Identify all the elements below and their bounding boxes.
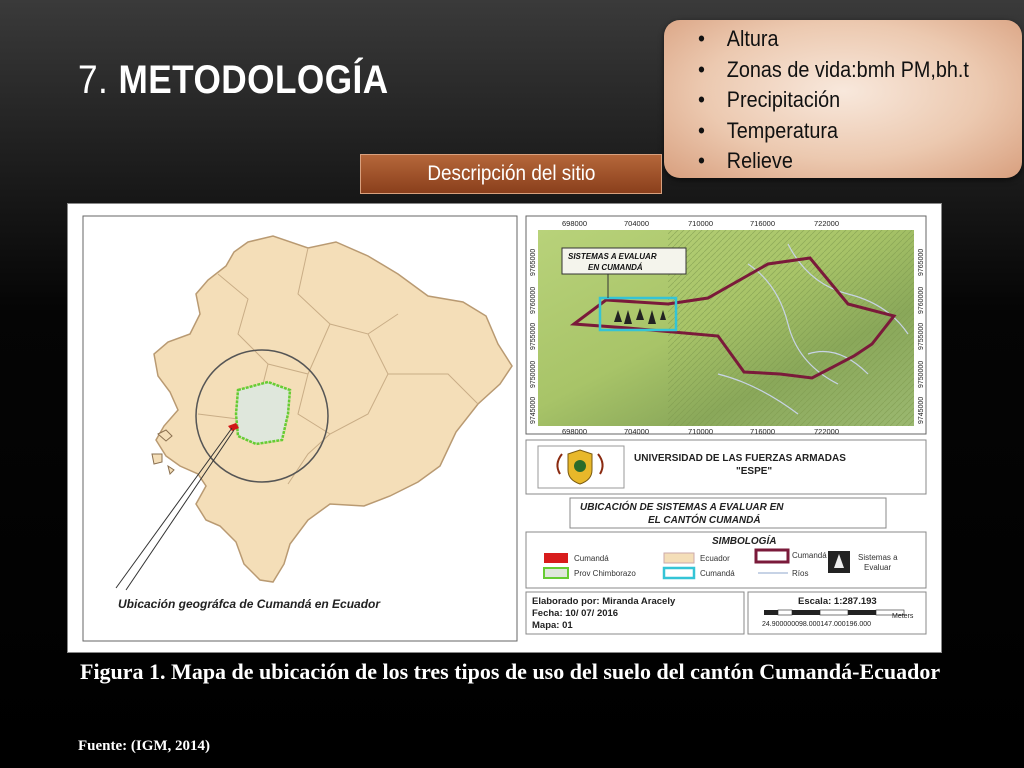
institution-line1: UNIVERSIDAD DE LAS FUERZAS ARMADAS	[634, 453, 846, 464]
legend-label: Ecuador	[700, 554, 730, 563]
x-tick: 716000	[750, 219, 776, 228]
title-word: METODOLOGÍA	[118, 58, 389, 102]
x-tick: 716000	[750, 427, 776, 436]
title-number: 7.	[78, 58, 109, 102]
legend-label: Evaluar	[864, 563, 892, 572]
map-title-line2: EL CANTÓN CUMANDÁ	[648, 515, 761, 526]
site-description-label: Descripción del sitio	[426, 162, 596, 185]
criteria-item: • Zonas de vida:bmh PM,bh.t	[698, 55, 990, 86]
y-tick: 9760000	[918, 286, 925, 314]
x-tick: 710000	[688, 219, 714, 228]
legend-swatch-chimborazo	[544, 568, 568, 578]
legend-swatch-ecuador	[664, 553, 694, 563]
criteria-item: • Precipitación	[698, 85, 990, 116]
y-tick: 9755000	[530, 322, 537, 350]
y-tick: 9755000	[918, 322, 925, 350]
y-tick: 9745000	[530, 396, 537, 424]
y-tick: 9765000	[530, 248, 537, 276]
inset-label-line1: SISTEMAS A EVALUAR	[568, 252, 657, 261]
criteria-list	[664, 20, 1022, 177]
left-caption: Ubicación geográfca de Cumandá en Ecuador	[118, 597, 381, 611]
x-tick: 704000	[624, 427, 650, 436]
y-tick: 9765000	[918, 248, 925, 276]
x-tick: 722000	[814, 427, 840, 436]
y-ticks-left	[530, 249, 537, 424]
figure-source: Fuente: (IGM, 2014)	[78, 738, 211, 754]
y-tick: 9750000	[918, 360, 925, 388]
figure-caption: Figura 1. Mapa de ubicación de los tres tipos de uso del suelo del cantón Cumandá-Ecuador	[80, 659, 941, 684]
criteria-item: • Altura	[698, 24, 990, 55]
inset-label-line2: EN CUMANDÁ	[588, 263, 643, 272]
legend-swatch-cumanda-red	[544, 553, 568, 563]
author-line1: Elaborado por: Miranda Aracely	[532, 596, 676, 607]
location-map-figure	[67, 203, 942, 653]
map-title-line1: UBICACIÓN DE SISTEMAS A EVALUAR EN	[580, 502, 784, 513]
location-map	[68, 204, 941, 652]
author-line3: Mapa: 01	[532, 620, 573, 631]
criteria-item: • Relieve	[698, 146, 990, 177]
legend-label: Sistemas a	[858, 553, 898, 562]
criteria-item: • Temperatura	[698, 116, 990, 147]
x-tick: 704000	[624, 219, 650, 228]
x-tick: 710000	[688, 427, 714, 436]
institution-line2: "ESPE"	[736, 466, 773, 477]
scale-bar	[764, 610, 904, 615]
scale-unit: Meters	[892, 613, 914, 620]
x-tick: 698000	[562, 427, 588, 436]
site-description-tab[interactable]	[360, 154, 662, 194]
legend-label: Prov Chimborazo	[574, 569, 636, 578]
legend-label: Cumandá	[792, 551, 827, 560]
scale-label: Escala: 1:287.193	[798, 596, 877, 607]
legend-label: Cumandá	[700, 569, 735, 578]
x-tick: 722000	[814, 219, 840, 228]
y-ticks-right	[918, 249, 925, 424]
criteria-box	[664, 20, 1022, 178]
scale-ticks: 24.900000098.000147.000196.000	[762, 621, 871, 628]
x-tick: 698000	[562, 219, 588, 228]
y-tick: 9760000	[530, 286, 537, 314]
author-line2: Fecha: 10/ 07/ 2016	[532, 608, 619, 619]
y-tick: 9745000	[918, 396, 925, 424]
legend-label: Ríos	[792, 569, 809, 578]
y-tick: 9750000	[530, 360, 537, 388]
chimborazo-province	[236, 382, 290, 444]
legend-label: Cumandá	[574, 554, 609, 563]
slide-title	[78, 58, 389, 103]
legend-title: SIMBOLOGÍA	[712, 536, 777, 547]
